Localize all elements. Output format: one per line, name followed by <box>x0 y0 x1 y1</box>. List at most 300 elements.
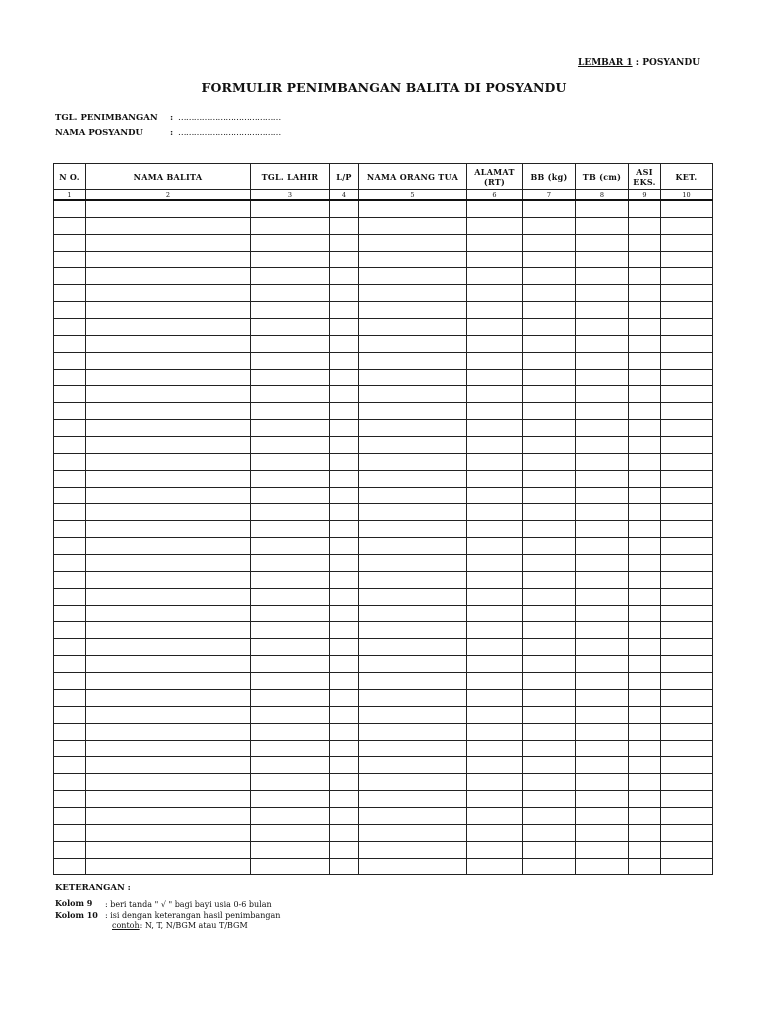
table-cell[interactable] <box>523 504 576 521</box>
table-cell[interactable] <box>330 487 359 504</box>
table-cell[interactable] <box>54 437 86 454</box>
table-cell[interactable] <box>330 622 359 639</box>
table-cell[interactable] <box>359 302 467 319</box>
table-cell[interactable] <box>661 841 713 858</box>
table-cell[interactable] <box>54 791 86 808</box>
table-cell[interactable] <box>523 420 576 437</box>
table-cell[interactable] <box>576 706 629 723</box>
table-cell[interactable] <box>86 437 251 454</box>
table-cell[interactable] <box>359 791 467 808</box>
table-cell[interactable] <box>330 453 359 470</box>
table-cell[interactable] <box>359 807 467 824</box>
table-cell[interactable] <box>251 352 330 369</box>
table-cell[interactable] <box>251 605 330 622</box>
table-cell[interactable] <box>629 656 661 673</box>
table-cell[interactable] <box>54 706 86 723</box>
table-cell[interactable] <box>629 807 661 824</box>
table-cell[interactable] <box>523 689 576 706</box>
table-cell[interactable] <box>629 437 661 454</box>
table-cell[interactable] <box>523 791 576 808</box>
table-cell[interactable] <box>576 791 629 808</box>
table-cell[interactable] <box>359 403 467 420</box>
table-cell[interactable] <box>359 673 467 690</box>
table-cell[interactable] <box>523 622 576 639</box>
table-cell[interactable] <box>661 605 713 622</box>
table-cell[interactable] <box>86 689 251 706</box>
table-cell[interactable] <box>661 723 713 740</box>
table-cell[interactable] <box>661 538 713 555</box>
table-cell[interactable] <box>251 858 330 875</box>
table-cell[interactable] <box>523 403 576 420</box>
table-cell[interactable] <box>330 302 359 319</box>
table-cell[interactable] <box>251 639 330 656</box>
table-cell[interactable] <box>359 622 467 639</box>
table-cell[interactable] <box>629 757 661 774</box>
table-cell[interactable] <box>330 335 359 352</box>
table-cell[interactable] <box>467 521 523 538</box>
table-cell[interactable] <box>86 268 251 285</box>
table-cell[interactable] <box>629 285 661 302</box>
table-cell[interactable] <box>359 504 467 521</box>
table-cell[interactable] <box>54 268 86 285</box>
table-cell[interactable] <box>661 319 713 336</box>
table-cell[interactable] <box>523 841 576 858</box>
table-cell[interactable] <box>251 487 330 504</box>
table-cell[interactable] <box>467 605 523 622</box>
table-cell[interactable] <box>54 335 86 352</box>
table-cell[interactable] <box>359 521 467 538</box>
table-cell[interactable] <box>629 302 661 319</box>
table-cell[interactable] <box>467 588 523 605</box>
table-cell[interactable] <box>576 217 629 234</box>
table-cell[interactable] <box>629 673 661 690</box>
table-cell[interactable] <box>86 352 251 369</box>
table-cell[interactable] <box>54 639 86 656</box>
table-cell[interactable] <box>330 538 359 555</box>
table-cell[interactable] <box>330 639 359 656</box>
table-cell[interactable] <box>467 774 523 791</box>
table-cell[interactable] <box>523 723 576 740</box>
table-cell[interactable] <box>576 538 629 555</box>
table-cell[interactable] <box>251 622 330 639</box>
table-cell[interactable] <box>251 689 330 706</box>
table-cell[interactable] <box>661 824 713 841</box>
table-cell[interactable] <box>86 622 251 639</box>
table-cell[interactable] <box>359 605 467 622</box>
table-cell[interactable] <box>54 470 86 487</box>
table-cell[interactable] <box>661 285 713 302</box>
table-cell[interactable] <box>86 791 251 808</box>
table-cell[interactable] <box>251 335 330 352</box>
table-cell[interactable] <box>576 453 629 470</box>
table-cell[interactable] <box>467 217 523 234</box>
table-cell[interactable] <box>330 571 359 588</box>
table-cell[interactable] <box>467 824 523 841</box>
table-cell[interactable] <box>86 335 251 352</box>
table-cell[interactable] <box>576 588 629 605</box>
table-cell[interactable] <box>661 858 713 875</box>
table-cell[interactable] <box>330 807 359 824</box>
table-cell[interactable] <box>629 403 661 420</box>
table-cell[interactable] <box>54 453 86 470</box>
table-cell[interactable] <box>251 386 330 403</box>
table-cell[interactable] <box>629 217 661 234</box>
table-cell[interactable] <box>330 319 359 336</box>
table-cell[interactable] <box>629 588 661 605</box>
table-cell[interactable] <box>576 386 629 403</box>
table-cell[interactable] <box>54 369 86 386</box>
table-cell[interactable] <box>54 504 86 521</box>
table-cell[interactable] <box>467 437 523 454</box>
table-cell[interactable] <box>359 200 467 217</box>
table-cell[interactable] <box>576 723 629 740</box>
table-cell[interactable] <box>523 673 576 690</box>
table-cell[interactable] <box>86 656 251 673</box>
table-cell[interactable] <box>86 824 251 841</box>
table-cell[interactable] <box>576 571 629 588</box>
table-cell[interactable] <box>467 200 523 217</box>
table-cell[interactable] <box>576 622 629 639</box>
table-cell[interactable] <box>523 470 576 487</box>
table-cell[interactable] <box>359 369 467 386</box>
table-cell[interactable] <box>576 673 629 690</box>
table-cell[interactable] <box>661 217 713 234</box>
table-cell[interactable] <box>54 656 86 673</box>
table-cell[interactable] <box>359 656 467 673</box>
table-cell[interactable] <box>359 774 467 791</box>
table-cell[interactable] <box>54 251 86 268</box>
table-cell[interactable] <box>467 504 523 521</box>
table-cell[interactable] <box>54 588 86 605</box>
table-cell[interactable] <box>330 841 359 858</box>
table-cell[interactable] <box>359 723 467 740</box>
table-cell[interactable] <box>54 841 86 858</box>
table-cell[interactable] <box>523 555 576 572</box>
table-cell[interactable] <box>576 774 629 791</box>
table-cell[interactable] <box>330 791 359 808</box>
table-cell[interactable] <box>54 824 86 841</box>
table-cell[interactable] <box>523 234 576 251</box>
table-cell[interactable] <box>251 268 330 285</box>
table-cell[interactable] <box>467 689 523 706</box>
table-cell[interactable] <box>576 639 629 656</box>
table-cell[interactable] <box>330 740 359 757</box>
table-cell[interactable] <box>467 470 523 487</box>
table-cell[interactable] <box>359 420 467 437</box>
table-cell[interactable] <box>629 234 661 251</box>
table-cell[interactable] <box>467 285 523 302</box>
field-value-tgl-penimbangan[interactable]: ………………………………… <box>178 113 281 123</box>
table-cell[interactable] <box>251 740 330 757</box>
table-cell[interactable] <box>661 487 713 504</box>
table-cell[interactable] <box>359 352 467 369</box>
table-cell[interactable] <box>629 774 661 791</box>
table-cell[interactable] <box>661 453 713 470</box>
table-cell[interactable] <box>86 386 251 403</box>
table-cell[interactable] <box>359 841 467 858</box>
table-cell[interactable] <box>661 352 713 369</box>
table-cell[interactable] <box>523 302 576 319</box>
table-cell[interactable] <box>54 285 86 302</box>
table-cell[interactable] <box>629 622 661 639</box>
table-cell[interactable] <box>467 352 523 369</box>
table-cell[interactable] <box>251 555 330 572</box>
table-cell[interactable] <box>661 740 713 757</box>
table-cell[interactable] <box>54 217 86 234</box>
table-cell[interactable] <box>359 487 467 504</box>
table-cell[interactable] <box>54 200 86 217</box>
table-cell[interactable] <box>576 656 629 673</box>
table-cell[interactable] <box>330 251 359 268</box>
table-cell[interactable] <box>54 538 86 555</box>
table-cell[interactable] <box>523 386 576 403</box>
table-cell[interactable] <box>86 504 251 521</box>
table-cell[interactable] <box>576 858 629 875</box>
table-cell[interactable] <box>54 403 86 420</box>
table-cell[interactable] <box>251 470 330 487</box>
table-cell[interactable] <box>359 639 467 656</box>
table-cell[interactable] <box>629 689 661 706</box>
table-cell[interactable] <box>251 403 330 420</box>
table-cell[interactable] <box>661 234 713 251</box>
table-cell[interactable] <box>661 420 713 437</box>
table-cell[interactable] <box>54 555 86 572</box>
table-cell[interactable] <box>576 487 629 504</box>
table-cell[interactable] <box>661 689 713 706</box>
table-cell[interactable] <box>251 538 330 555</box>
table-cell[interactable] <box>251 588 330 605</box>
table-cell[interactable] <box>523 774 576 791</box>
table-cell[interactable] <box>523 639 576 656</box>
table-cell[interactable] <box>359 386 467 403</box>
table-cell[interactable] <box>523 757 576 774</box>
table-cell[interactable] <box>251 841 330 858</box>
table-cell[interactable] <box>251 706 330 723</box>
table-cell[interactable] <box>523 858 576 875</box>
table-cell[interactable] <box>661 200 713 217</box>
table-cell[interactable] <box>330 268 359 285</box>
table-cell[interactable] <box>523 319 576 336</box>
table-cell[interactable] <box>330 605 359 622</box>
table-cell[interactable] <box>251 723 330 740</box>
table-cell[interactable] <box>661 335 713 352</box>
table-cell[interactable] <box>86 369 251 386</box>
table-cell[interactable] <box>359 470 467 487</box>
table-cell[interactable] <box>576 268 629 285</box>
table-cell[interactable] <box>54 740 86 757</box>
table-cell[interactable] <box>576 403 629 420</box>
table-cell[interactable] <box>467 319 523 336</box>
table-cell[interactable] <box>86 470 251 487</box>
table-cell[interactable] <box>359 268 467 285</box>
table-cell[interactable] <box>467 453 523 470</box>
table-cell[interactable] <box>467 807 523 824</box>
table-cell[interactable] <box>629 740 661 757</box>
table-cell[interactable] <box>467 673 523 690</box>
table-cell[interactable] <box>523 335 576 352</box>
table-cell[interactable] <box>576 335 629 352</box>
table-cell[interactable] <box>629 200 661 217</box>
table-cell[interactable] <box>523 200 576 217</box>
table-cell[interactable] <box>86 302 251 319</box>
table-cell[interactable] <box>629 706 661 723</box>
table-cell[interactable] <box>86 841 251 858</box>
table-cell[interactable] <box>54 234 86 251</box>
table-cell[interactable] <box>576 824 629 841</box>
table-cell[interactable] <box>661 774 713 791</box>
table-cell[interactable] <box>576 251 629 268</box>
table-cell[interactable] <box>86 740 251 757</box>
table-cell[interactable] <box>359 588 467 605</box>
table-cell[interactable] <box>629 841 661 858</box>
table-cell[interactable] <box>86 639 251 656</box>
table-cell[interactable] <box>86 487 251 504</box>
table-cell[interactable] <box>251 504 330 521</box>
table-cell[interactable] <box>629 504 661 521</box>
table-cell[interactable] <box>661 437 713 454</box>
table-cell[interactable] <box>86 217 251 234</box>
table-cell[interactable] <box>576 757 629 774</box>
table-cell[interactable] <box>629 319 661 336</box>
table-cell[interactable] <box>54 807 86 824</box>
table-cell[interactable] <box>86 538 251 555</box>
table-cell[interactable] <box>576 740 629 757</box>
table-cell[interactable] <box>467 622 523 639</box>
table-cell[interactable] <box>54 352 86 369</box>
table-cell[interactable] <box>330 521 359 538</box>
table-cell[interactable] <box>54 487 86 504</box>
table-cell[interactable] <box>330 723 359 740</box>
table-cell[interactable] <box>661 807 713 824</box>
table-cell[interactable] <box>86 858 251 875</box>
table-cell[interactable] <box>467 706 523 723</box>
table-cell[interactable] <box>251 217 330 234</box>
table-cell[interactable] <box>86 706 251 723</box>
table-cell[interactable] <box>330 369 359 386</box>
table-cell[interactable] <box>661 588 713 605</box>
table-cell[interactable] <box>359 858 467 875</box>
table-cell[interactable] <box>359 217 467 234</box>
table-cell[interactable] <box>86 251 251 268</box>
table-cell[interactable] <box>576 352 629 369</box>
table-cell[interactable] <box>251 369 330 386</box>
table-cell[interactable] <box>523 352 576 369</box>
table-cell[interactable] <box>576 689 629 706</box>
table-cell[interactable] <box>359 740 467 757</box>
table-cell[interactable] <box>330 504 359 521</box>
table-cell[interactable] <box>629 386 661 403</box>
table-cell[interactable] <box>86 605 251 622</box>
table-cell[interactable] <box>629 487 661 504</box>
table-cell[interactable] <box>467 335 523 352</box>
table-cell[interactable] <box>576 285 629 302</box>
table-cell[interactable] <box>359 706 467 723</box>
field-value-nama-posyandu[interactable]: ………………………………… <box>178 128 281 138</box>
table-cell[interactable] <box>576 200 629 217</box>
table-cell[interactable] <box>467 302 523 319</box>
table-cell[interactable] <box>523 807 576 824</box>
table-cell[interactable] <box>251 807 330 824</box>
table-cell[interactable] <box>629 571 661 588</box>
table-cell[interactable] <box>359 824 467 841</box>
table-cell[interactable] <box>467 571 523 588</box>
table-cell[interactable] <box>576 555 629 572</box>
table-cell[interactable] <box>251 521 330 538</box>
table-cell[interactable] <box>330 858 359 875</box>
table-cell[interactable] <box>86 807 251 824</box>
table-cell[interactable] <box>86 403 251 420</box>
table-cell[interactable] <box>359 335 467 352</box>
table-cell[interactable] <box>54 386 86 403</box>
table-cell[interactable] <box>359 757 467 774</box>
table-cell[interactable] <box>86 555 251 572</box>
table-cell[interactable] <box>629 521 661 538</box>
table-cell[interactable] <box>629 723 661 740</box>
table-cell[interactable] <box>661 386 713 403</box>
table-cell[interactable] <box>629 352 661 369</box>
table-cell[interactable] <box>467 791 523 808</box>
table-cell[interactable] <box>330 420 359 437</box>
table-cell[interactable] <box>330 403 359 420</box>
table-cell[interactable] <box>661 555 713 572</box>
table-cell[interactable] <box>523 538 576 555</box>
table-cell[interactable] <box>467 757 523 774</box>
table-cell[interactable] <box>661 622 713 639</box>
table-cell[interactable] <box>467 538 523 555</box>
table-cell[interactable] <box>54 689 86 706</box>
table-cell[interactable] <box>661 656 713 673</box>
table-cell[interactable] <box>661 791 713 808</box>
table-cell[interactable] <box>330 217 359 234</box>
table-cell[interactable] <box>467 723 523 740</box>
table-cell[interactable] <box>661 757 713 774</box>
table-cell[interactable] <box>86 521 251 538</box>
table-cell[interactable] <box>629 453 661 470</box>
table-cell[interactable] <box>661 571 713 588</box>
table-cell[interactable] <box>629 605 661 622</box>
table-cell[interactable] <box>629 268 661 285</box>
table-cell[interactable] <box>629 369 661 386</box>
table-cell[interactable] <box>54 319 86 336</box>
table-cell[interactable] <box>467 555 523 572</box>
table-cell[interactable] <box>661 302 713 319</box>
table-cell[interactable] <box>359 555 467 572</box>
table-cell[interactable] <box>467 386 523 403</box>
table-cell[interactable] <box>251 234 330 251</box>
table-cell[interactable] <box>467 841 523 858</box>
table-cell[interactable] <box>467 234 523 251</box>
table-cell[interactable] <box>86 453 251 470</box>
table-cell[interactable] <box>661 521 713 538</box>
table-cell[interactable] <box>359 437 467 454</box>
table-cell[interactable] <box>629 470 661 487</box>
table-cell[interactable] <box>523 369 576 386</box>
table-cell[interactable] <box>523 605 576 622</box>
table-cell[interactable] <box>576 841 629 858</box>
table-cell[interactable] <box>523 268 576 285</box>
table-cell[interactable] <box>629 538 661 555</box>
table-cell[interactable] <box>467 740 523 757</box>
table-cell[interactable] <box>576 420 629 437</box>
table-cell[interactable] <box>467 268 523 285</box>
table-cell[interactable] <box>359 251 467 268</box>
table-cell[interactable] <box>86 319 251 336</box>
table-cell[interactable] <box>576 470 629 487</box>
table-cell[interactable] <box>523 706 576 723</box>
table-cell[interactable] <box>629 555 661 572</box>
table-cell[interactable] <box>576 234 629 251</box>
table-cell[interactable] <box>330 656 359 673</box>
